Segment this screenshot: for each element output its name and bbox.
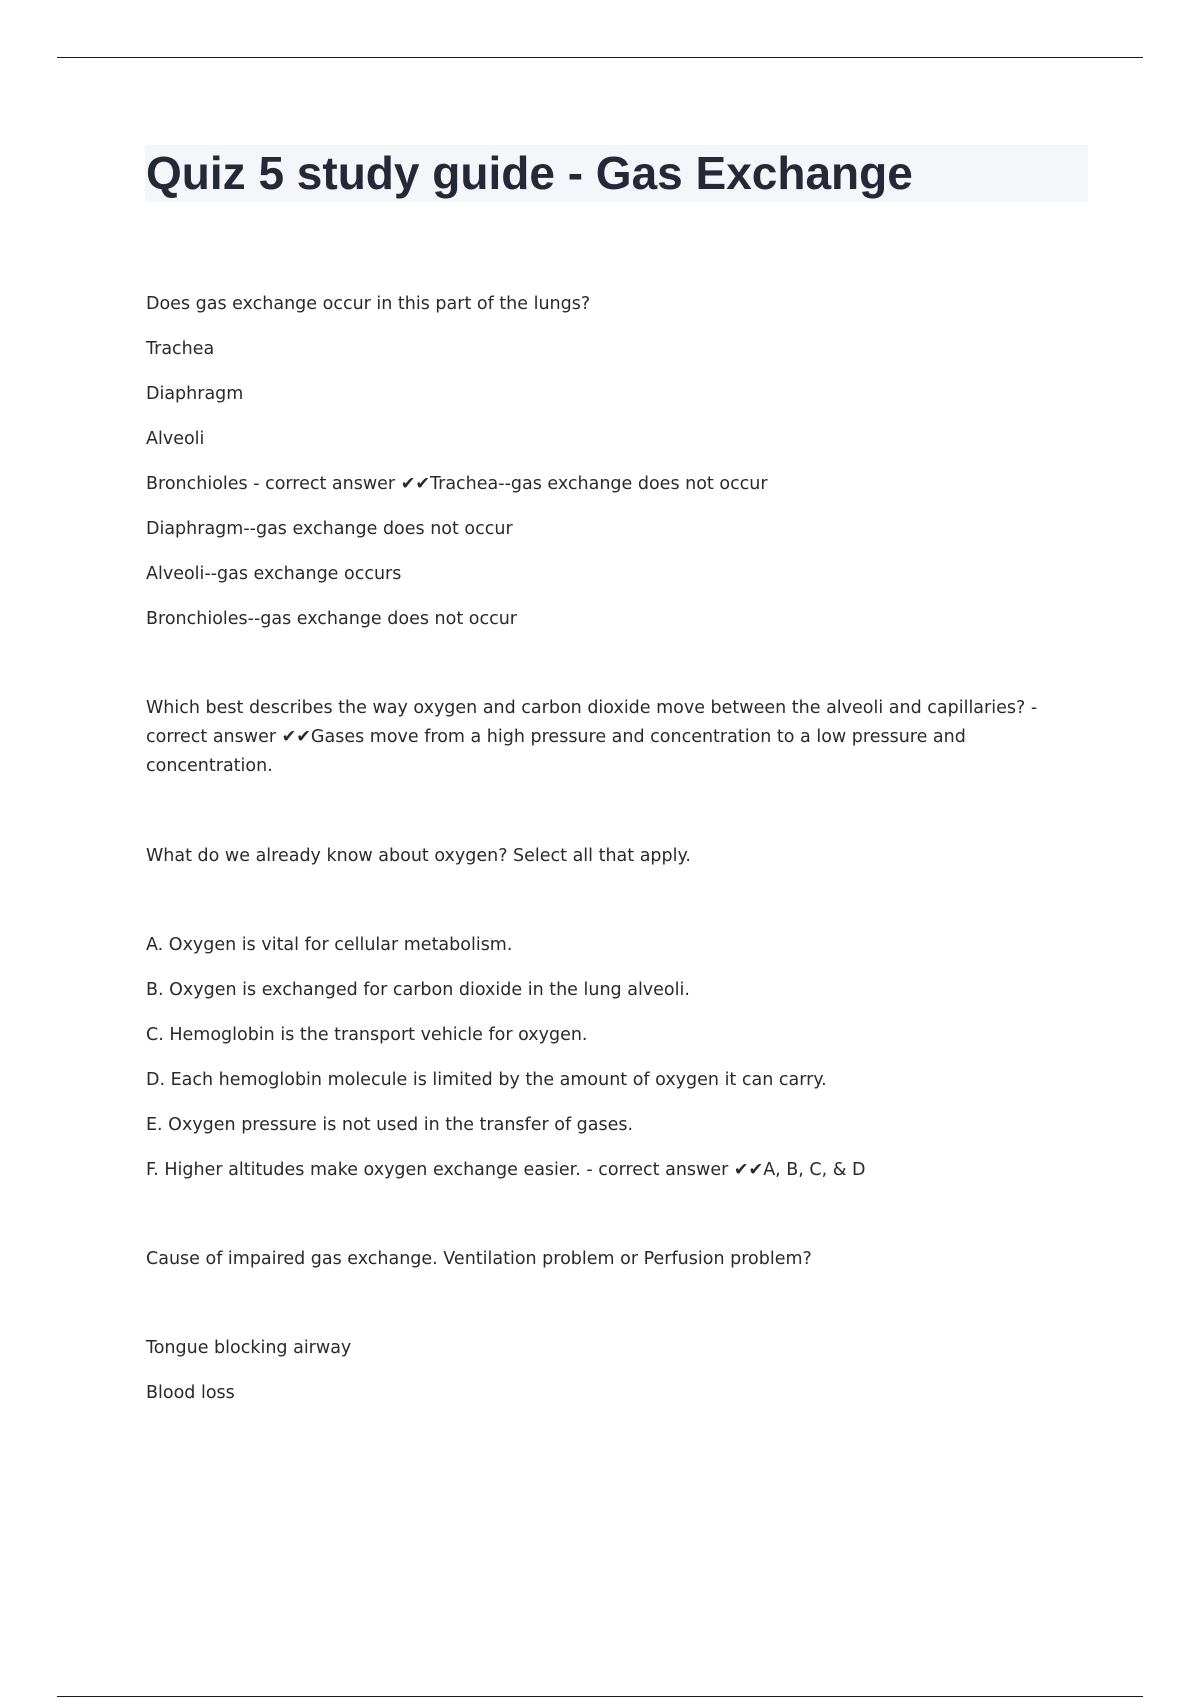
section-spacer: [146, 1290, 1066, 1334]
q1-option: Trachea: [146, 339, 215, 359]
q4-prompt: Cause of impaired gas exchange. Ventilation problem or Perfusion problem?: [146, 1249, 812, 1269]
q1-prompt: Does gas exchange occur in this part of the lungs?: [146, 294, 591, 314]
q3-option: D. Each hemoglobin molecule is limited by the amount of oxygen it can carry.: [146, 1070, 827, 1090]
q3-option: B. Oxygen is exchanged for carbon dioxide in the lung alveoli.: [146, 980, 690, 1000]
q3-option: A. Oxygen is vital for cellular metabolism.: [146, 935, 513, 955]
top-rule: [57, 57, 1143, 58]
q4-item: Blood loss: [146, 1383, 235, 1403]
q1-answer-line: Bronchioles - correct answer ✔✔Trachea--gas exchange does not occur: [146, 474, 768, 494]
q2-question-answer: Which best describes the way oxygen and carbon dioxide move between the alveoli and capillaries? - correct answer ✔✔Gases move from a high pressure and concentration to a low pressure and concentration.: [146, 698, 1038, 776]
q1-answer-line: Diaphragm--gas exchange does not occur: [146, 519, 513, 539]
section-spacer: [146, 650, 1066, 694]
q3-option-with-answer: F. Higher altitudes make oxygen exchange easier. - correct answer ✔✔A, B, C, & D: [146, 1160, 866, 1180]
document-body: [146, 290, 1066, 1424]
section-spacer: [146, 887, 1066, 931]
document-title: Quiz 5 study guide - Gas Exchange: [146, 147, 913, 199]
q3-option: E. Oxygen pressure is not used in the transfer of gases.: [146, 1115, 634, 1135]
q1-option: Diaphragm: [146, 384, 244, 404]
q3-prompt: What do we already know about oxygen? Select all that apply.: [146, 846, 691, 866]
q4-item: Tongue blocking airway: [146, 1338, 352, 1358]
q3-option: C. Hemoglobin is the transport vehicle for oxygen.: [146, 1025, 588, 1045]
q1-answer-line: Alveoli--gas exchange occurs: [146, 564, 402, 584]
section-spacer: [146, 1201, 1066, 1245]
bottom-rule: [57, 1696, 1143, 1697]
section-spacer: [146, 798, 1066, 842]
q1-option: Alveoli: [146, 429, 205, 449]
q1-answer-line: Bronchioles--gas exchange does not occur: [146, 609, 517, 629]
